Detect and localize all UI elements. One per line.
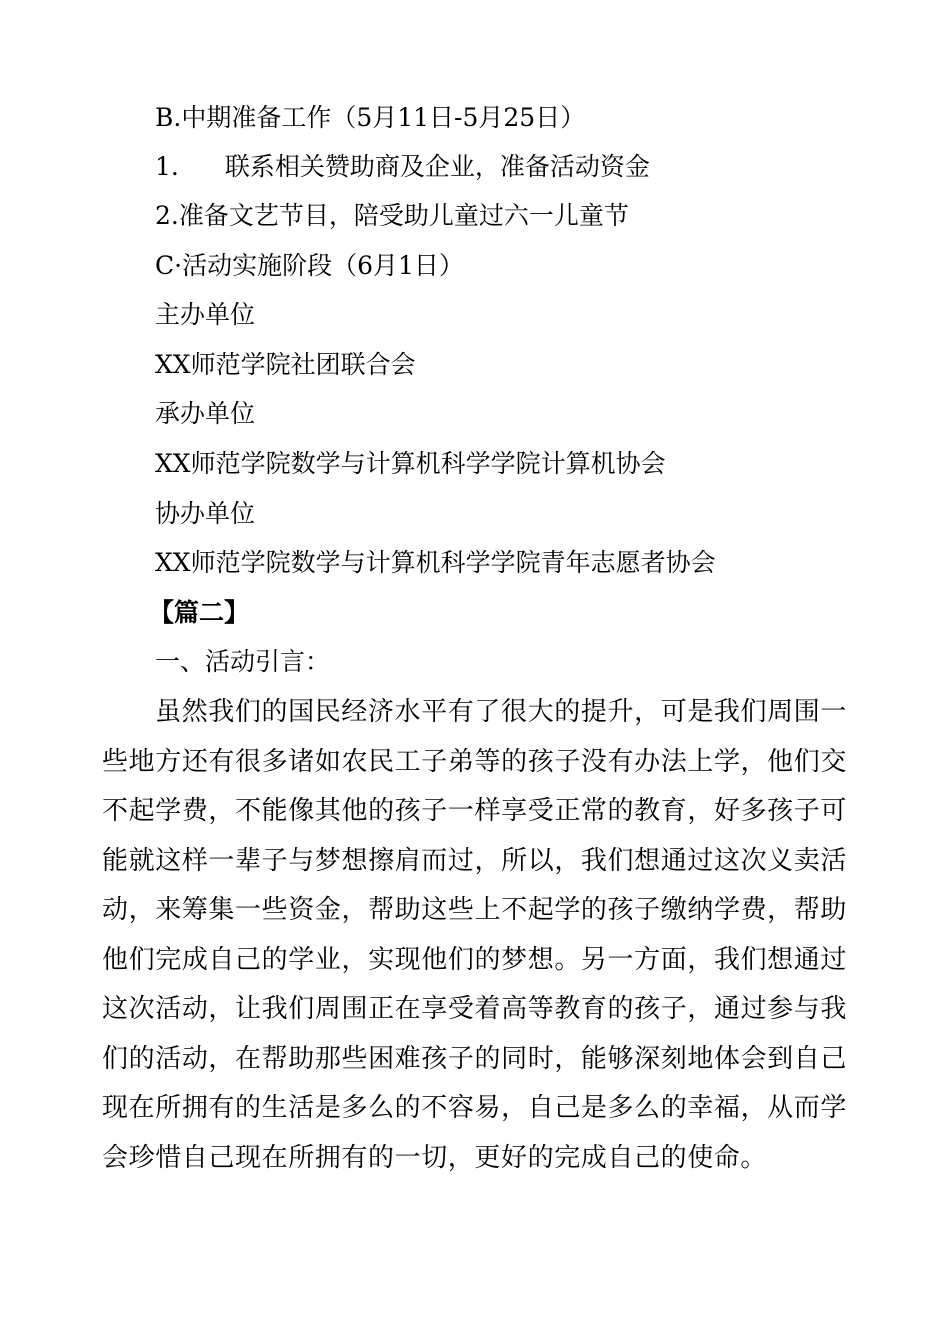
list-item-2: 2.准备文艺节目，陪受助儿童过六一儿童节: [155, 201, 629, 230]
list-number-1: 1.: [155, 152, 179, 181]
intro-paragraph: 虽然我们的国民经济水平有了很大的提升，可是我们周围一些地方还有很多诸如农民工子弟等的孩子没有办法上学，他们交不起学费，不能像其他的孩子一样享受正常的教育，好多孩子可能就这样一辈子与梦想擦肩而过，所以，我们想通过这次义卖活动，来筹集一些资金，帮助这些上不起学的孩子缴纳学费，帮助他们完成自己的学业，实现他们的梦想。另一方面，我们想通过这次活动，让我们周围正在享受着高等教育的孩子，通过参与我们的活动，在帮助那些困难孩子的同时，能够深刻地体会到自己现在所拥有的生活是多么的不容易，自己是多么的幸福，从而学会珍惜自己现在所拥有的一切，更好的完成自己的使命。: [102, 697, 847, 1173]
section-b-heading: B.中期准备工作（5月11日-5月25日）: [155, 103, 586, 132]
undertaker-label: 承办单位: [155, 399, 256, 428]
undertaker-name: XX师范学院数学与计算机科学学院计算机协会: [155, 449, 666, 478]
part-two-heading: 【篇二】: [149, 598, 250, 627]
section-c-heading: C·活动实施阶段（6月1日）: [155, 251, 464, 280]
co-organizer-label: 协办单位: [155, 499, 256, 528]
organizer-label: 主办单位: [155, 300, 256, 329]
list-item-1: [155, 150, 650, 184]
organizer-name: XX师范学院社团联合会: [155, 350, 416, 379]
activity-intro-heading: 一、活动引言：: [155, 647, 331, 676]
co-organizer-name: XX师范学院数学与计算机科学学院青年志愿者协会: [155, 548, 716, 577]
list-item-1-text: 联系相关赞助商及企业，准备活动资金: [224, 152, 650, 181]
